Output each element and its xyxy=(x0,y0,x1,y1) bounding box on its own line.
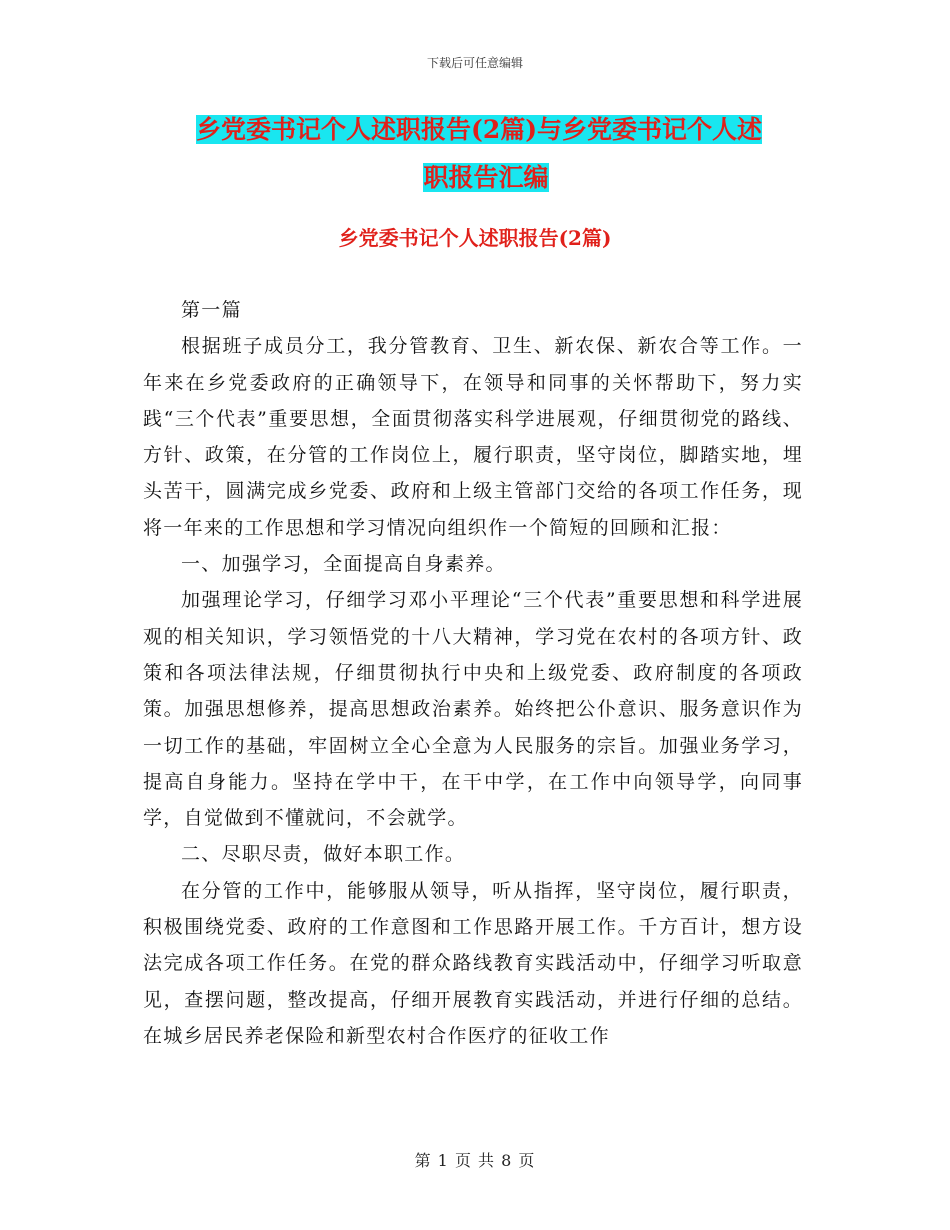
page-number: 第 1 页 共 8 页 xyxy=(414,1151,536,1170)
paragraph: 根据班子成员分工，我分管教育、卫生、新农保、新农合等工作。一年来在乡党委政府的正确领导下，在领导和同事的关怀帮助下，努力实践“三个代表”重要思想，全面贯彻落实科学进展观，仔细贯彻党的路线、方针、政策，在分管的工作岗位上，履行职责，坚守岗位，脚踏实地，埋头苦干，圆满完成乡党委、政府和上级主管部门交给的各项工作任务，现将一年来的工作思想和学习情况向组织作一个简短的回顾和汇报： xyxy=(143,335,803,539)
title-line-2: 职报告汇编 xyxy=(423,163,549,192)
section-title: 乡党委书记个人述职报告(2篇) xyxy=(338,226,612,250)
paragraph: 第一篇 xyxy=(181,299,242,321)
document-body xyxy=(143,292,803,1054)
title-line-1: 乡党委书记个人述职报告(2篇)与乡党委书记个人述 xyxy=(196,115,763,144)
header-note: 下载后可任意编辑 xyxy=(426,56,523,70)
paragraph: 一、加强学习，全面提高自身素养。 xyxy=(181,553,506,576)
paragraph: 在分管的工作中，能够服从领导，听从指挥，坚守岗位，履行职责，积极围绕党委、政府的工作意图和工作思路开展工作。千方百计，想方设法完成各项工作任务。在党的群众路线教育实践活动中，仔细学习听取意见，查摆问题，整改提高，仔细开展教育实践活动，并进行仔细的总结。在城乡居民养老保险和新型农村合作医疗的征收工作 xyxy=(143,879,803,1047)
paragraph: 加强理论学习，仔细学习邓小平理论“三个代表”重要思想和科学进展观的相关知识，学习领悟党的十八大精神，学习党在农村的各项方针、政策和各项法律法规，仔细贯彻执行中央和上级党委、政府制度的各项政策。加强思想修养，提高思想政治素养。始终把公仆意识、服务意识作为一切工作的基础，牢固树立全心全意为人民服务的宗旨。加强业务学习，提高自身能力。坚持在学中干，在干中学，在工作中向领导学，向同事学，自觉做到不懂就问，不会就学。 xyxy=(143,589,803,830)
paragraph: 二、尽职尽责，做好本职工作。 xyxy=(181,843,466,866)
document-title xyxy=(196,106,816,202)
